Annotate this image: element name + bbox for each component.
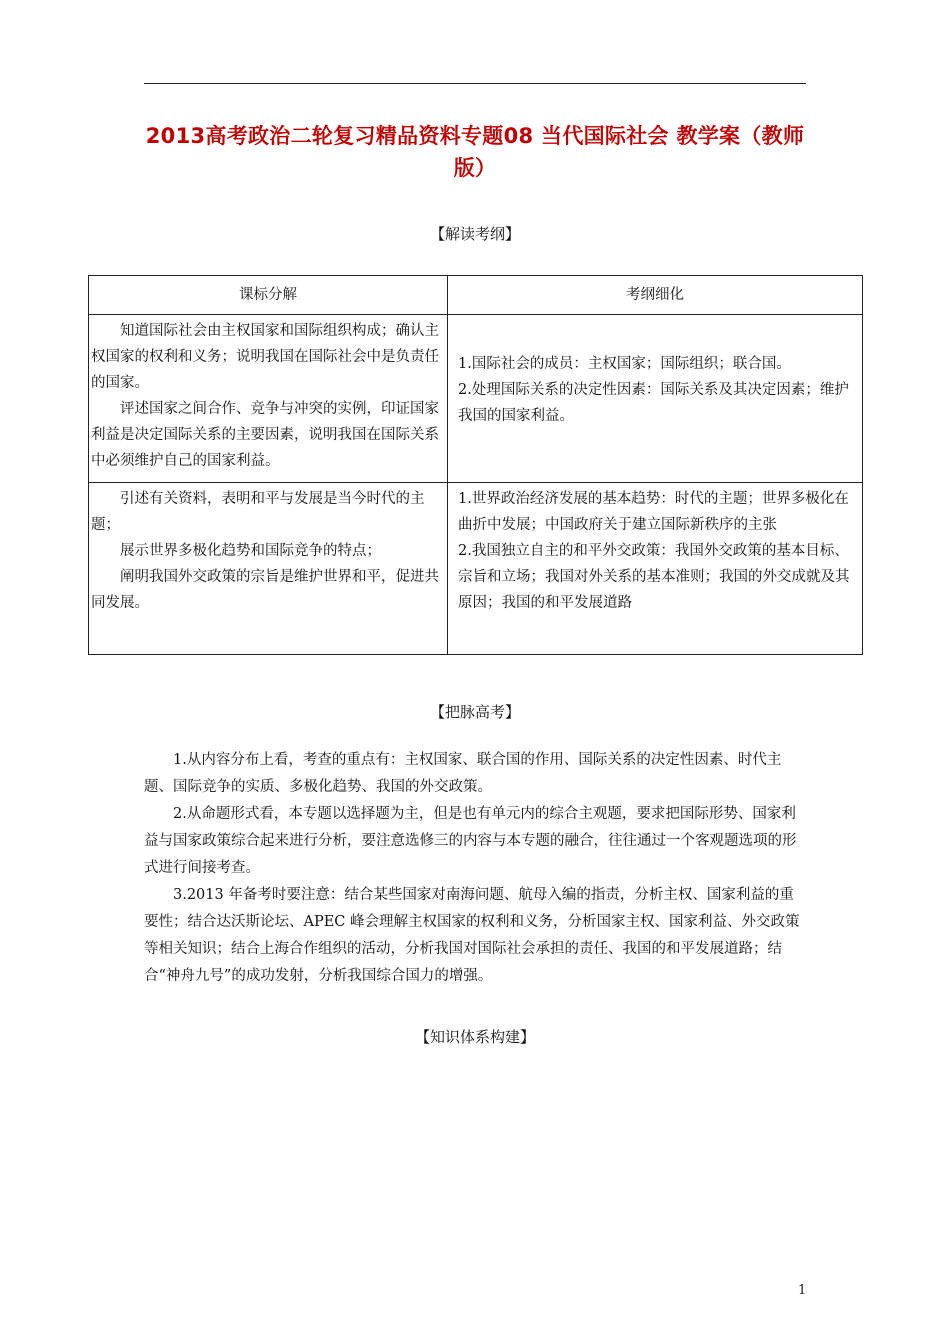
cell-paragraph: 2.我国独立自主的和平外交政策：我国外交政策的基本目标、宗旨和立场；我国对外关系的基本准则；我国的外交成就及其原因；我国的和平发展道路 [458, 543, 850, 611]
table-header-cell: 课标分解 [89, 276, 448, 315]
table-cell [89, 315, 448, 483]
table-row [89, 315, 863, 483]
header-rule [144, 83, 806, 84]
table-header-row [89, 276, 863, 315]
body-paragraph: 1.从内容分布上看，考查的重点有：主权国家、联合国的作用、国际关系的决定性因素、时代主题、国际竞争的实质、多极化趋势、我国的外交政策。 [144, 752, 782, 795]
cell-paragraph: 1.世界政治经济发展的基本趋势：时代的主题；世界多极化在曲折中发展；中国政府关于建立国际新秩序的主张 [458, 491, 849, 533]
cell-paragraph: 1.国际社会的成员：主权国家；国际组织；联合国。 [458, 356, 791, 372]
knowledge-heading: 【知识体系构建】 [414, 1028, 535, 1046]
cell-paragraph: 展示世界多极化趋势和国际竞争的特点； [120, 543, 381, 559]
cell-paragraph: 引述有关资料，表明和平与发展是当今时代的主题； [91, 491, 425, 533]
page-number: 1 [798, 1283, 807, 1298]
trend-body [144, 747, 808, 990]
outline-table [88, 275, 863, 655]
document-title: 2013高考政治二轮复习精品资料专题08 当代国际社会 教学案（教师版） [145, 124, 805, 180]
outline-heading: 【解读考纲】 [429, 225, 520, 243]
trend-heading: 【把脉高考】 [429, 703, 520, 721]
cell-paragraph: 阐明我国外交政策的宗旨是维护世界和平，促进共同发展。 [91, 569, 439, 611]
cell-paragraph: 知道国际社会由主权国家和国际组织构成；确认主权国家的权利和义务；说明我国在国际社会中是负责任的国家。 [91, 323, 439, 391]
table-cell [89, 483, 448, 655]
cell-paragraph: 评述国家之间合作、竞争与冲突的实例，印证国家利益是决定国际关系的主要因素，说明我国在国际关系中必须维护自己的国家利益。 [91, 401, 439, 469]
table-header-cell: 考纲细化 [448, 276, 863, 315]
table-cell [448, 483, 863, 655]
body-paragraph: 3.2013 年备考时要注意：结合某些国家对南海问题、航母入编的指责，分析主权、国家利益的重要性；结合达沃斯论坛、APEC 峰会理解主权国家的权利和义务，分析国家主权、国家利益、外交政策等相关知识；结合上海合作组织的活动，分析我国对国际社会承担的责任、我国的和平发展道路；结合“神舟九号”的成功发射，分析我国综合国力的增强。 [144, 887, 800, 984]
cell-paragraph: 2.处理国际关系的决定性因素：国际关系及其决定因素；维护我国的国家利益。 [458, 382, 849, 424]
table-cell [448, 315, 863, 483]
body-paragraph: 2.从命题形式看，本专题以选择题为主，但是也有单元内的综合主观题，要求把国际形势、国家利益与国家政策综合起来进行分析，要注意选修三的内容与本专题的融合，往往通过一个客观题选项的形式进行间接考查。 [144, 806, 797, 876]
table-row [89, 483, 863, 655]
